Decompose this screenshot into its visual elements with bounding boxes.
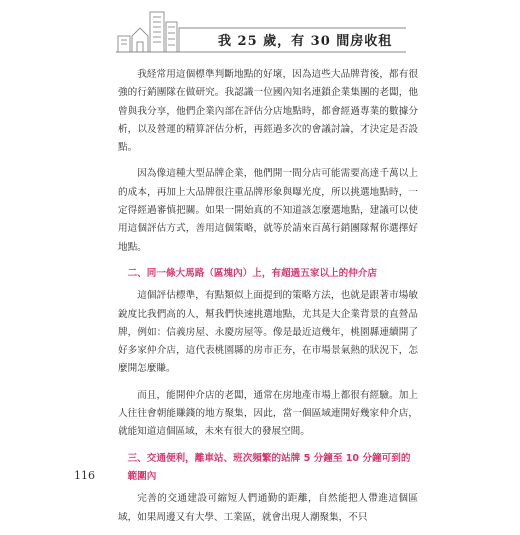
paragraph: 我経常用這個標準判斷地點的好壞，因為這些大品牌背後，都有很強的行銷團隊在做研究。我認識一位國內知名連鎖企業集團的老闆，他曾與我分享，他們企業內部在評估分店地點時，都會經過專業的數據分析，以及營運的精算評估分析，再經過多次的會議討論，才決定是否設點。 [118,69,418,154]
paragraph: 而且，能開仲介店的老闆，通常在房地產市場上都很有經驗。加上人往往會朝能賺錢的地方聚集，因此，當一個區域連開好幾家仲介店，就能知道這個區域，未來有很大的發展空間。 [118,389,418,438]
book-title: 我 25 歲，有 30 間房收租 [218,34,393,49]
page-header [0,0,520,60]
section-heading: 二、同一條大馬路（區塊內）上，有超過五家以上的仲介店 [127,267,378,279]
page-body [118,66,418,535]
section-heading: 三、交通便利，離車站、班次頻繁的站牌 5 分鐘至 10 分鐘可到的範圍內 [127,452,411,482]
paragraph: 完善的交通建設可縮短人們通勤的距離，自然能把人帶進這個區域，如果周邊又有大學、工業區，就會出現人潮聚集，不只 [118,493,418,523]
page-number: 116 [74,469,95,482]
paragraph: 因為像這種大型品牌企業，他們開一間分店可能需要高達千萬以上的成本，再加上大品牌很注重品牌形象與曝光度，所以挑選地點時，一定得經過審慎把關。如果一開始真的不知道該怎麼選地點，建議可以使用這個評估方式，善用這個策略，就等於請來百萬行銷團隊幫你選擇好地點。 [118,168,418,253]
paragraph: 這個評估標準，有點類似上面提到的策略方法，也就是跟著市場敏銳度比我們高的人，幫我們快速挑選地點，尤其是大企業背景的直營品牌，例如：信義房屋、永慶房屋等。像是最近這幾年，桃園縣連續開了好多家仲介店，這代表桃園縣的房市正夯，在市場景氣熱的狀況下，怎麼開怎麼賺。 [118,290,418,375]
